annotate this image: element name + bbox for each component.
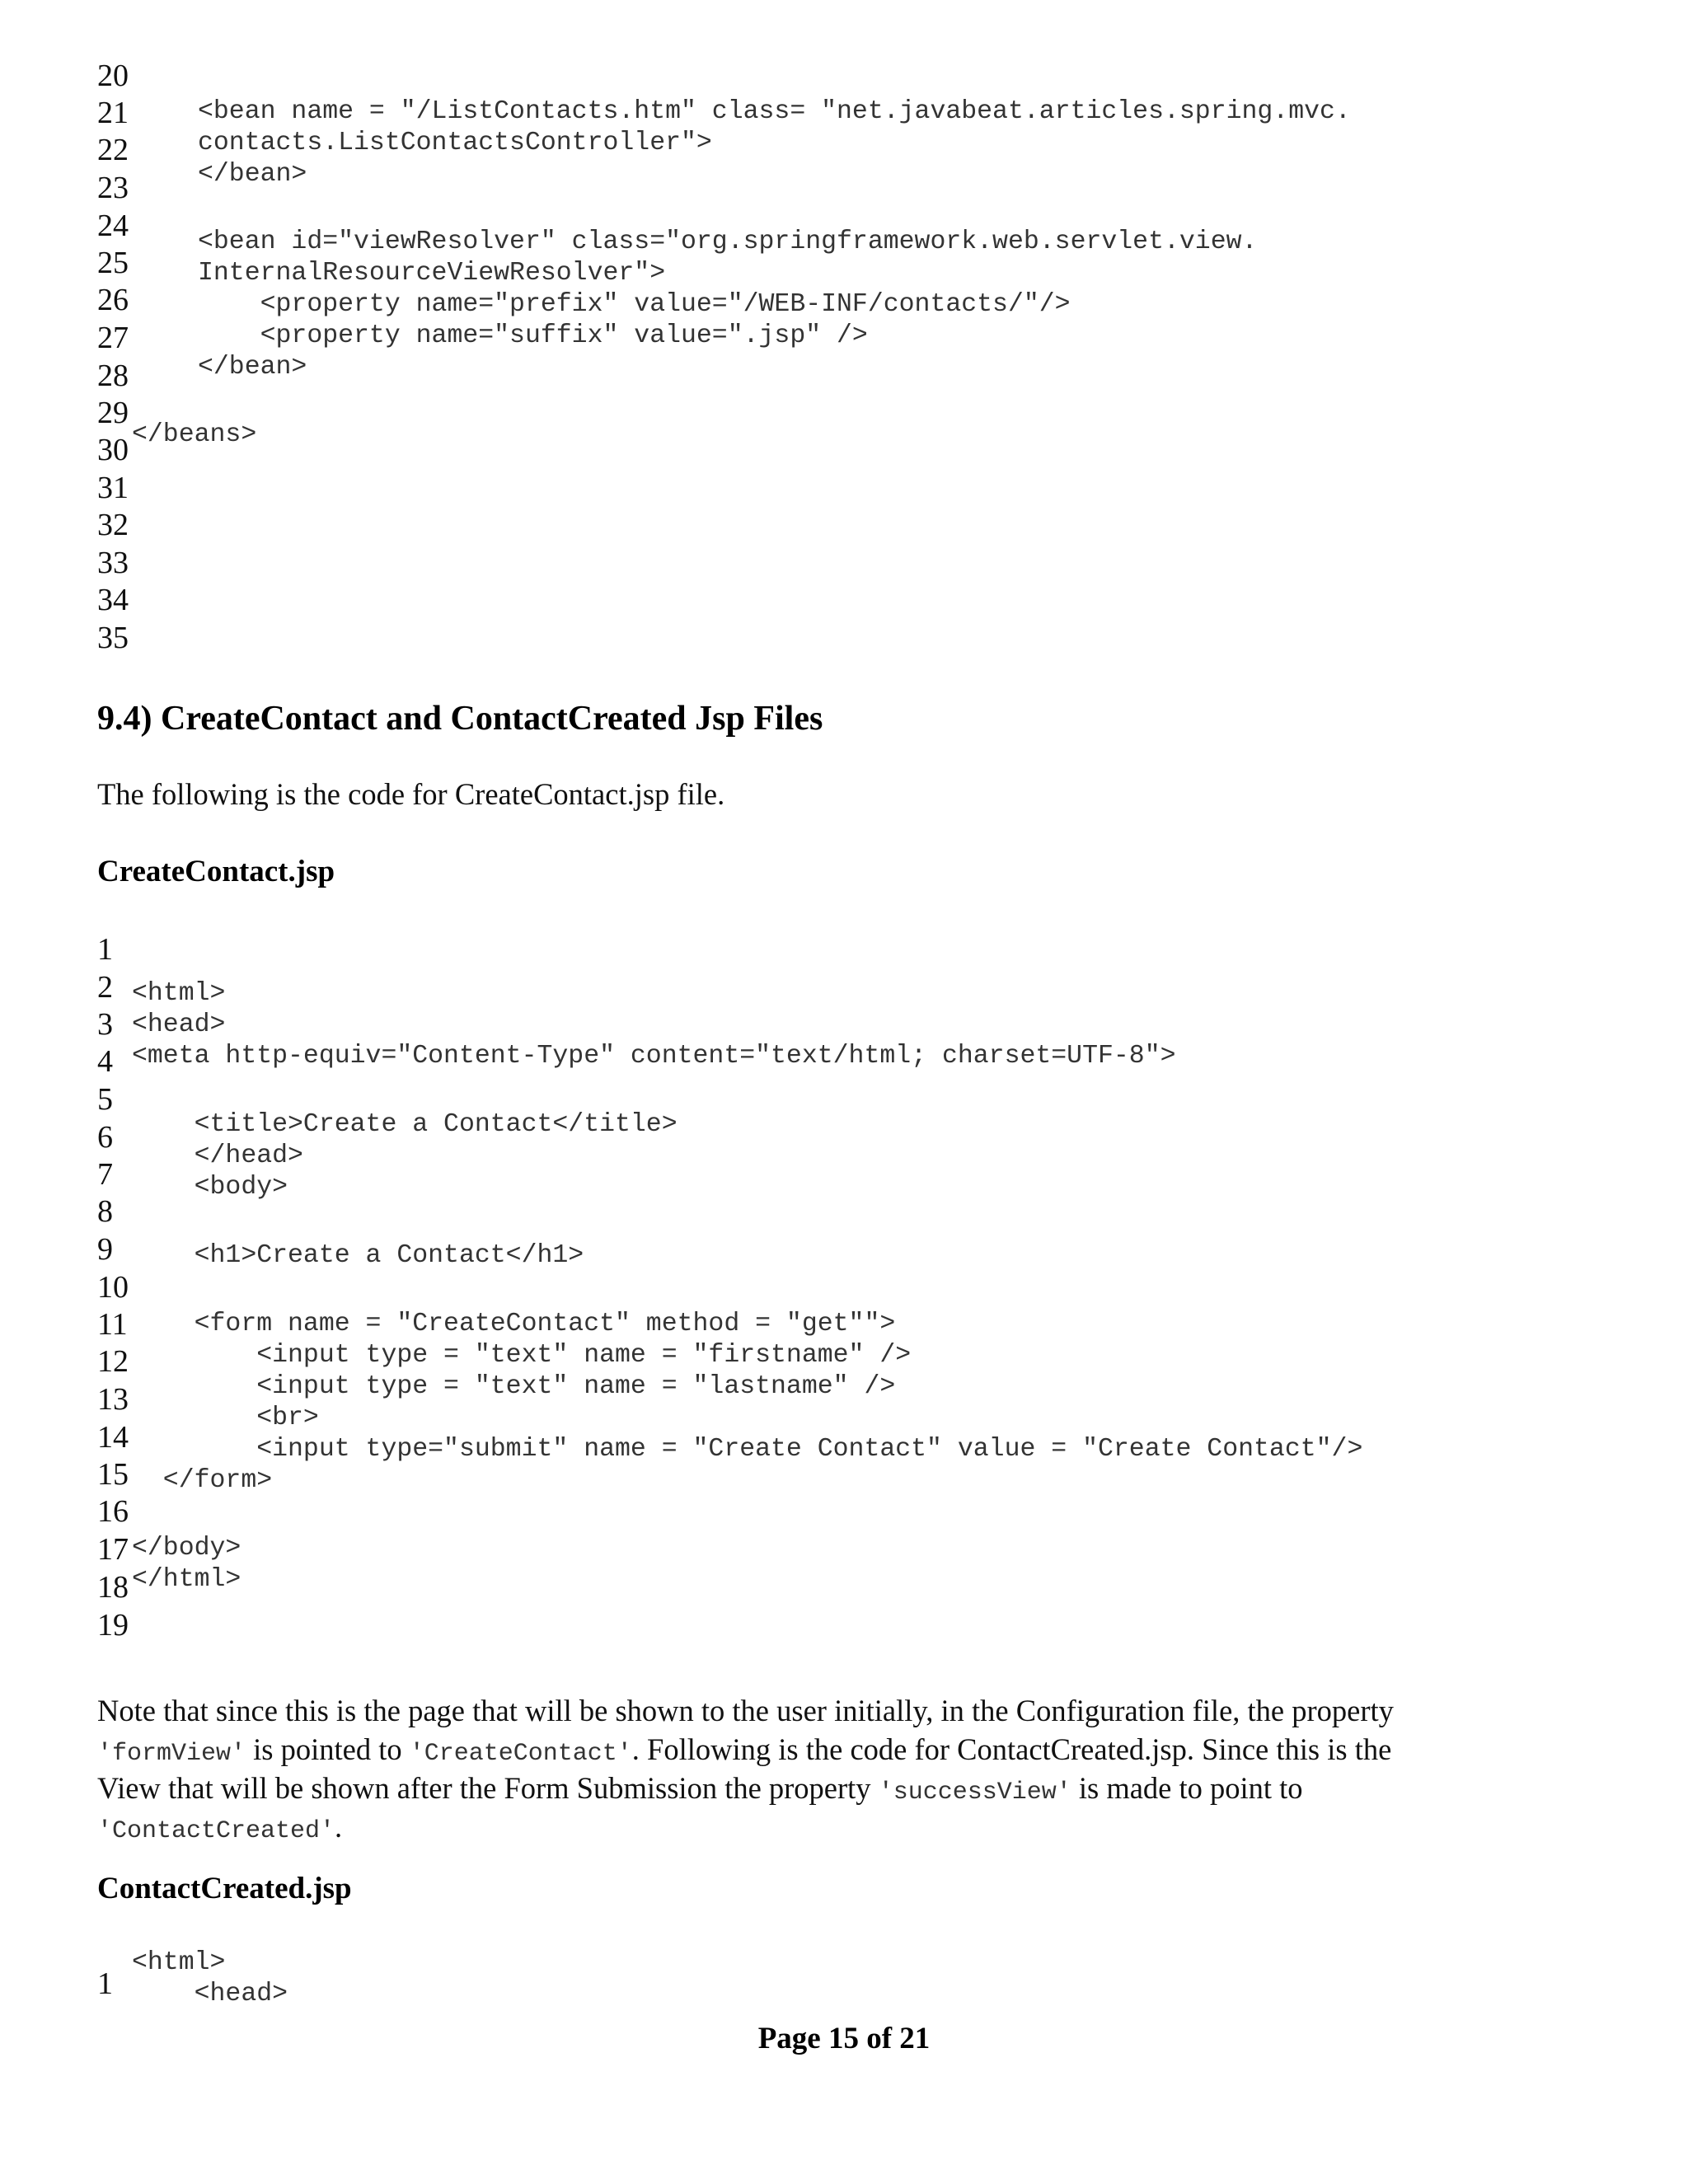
- line-number: 30: [97, 433, 129, 467]
- line-number: 14: [97, 1420, 129, 1455]
- line-number: 1: [97, 932, 113, 967]
- code-line: <meta http-equiv="Content-Type" content="text/html; charset=UTF-8">: [132, 1042, 1176, 1071]
- line-number: 32: [97, 508, 129, 542]
- code-line: <html>: [132, 979, 226, 1008]
- line-number: 13: [97, 1382, 129, 1417]
- code-line: <property name="prefix" value="/WEB-INF/contacts/"/>: [198, 290, 1071, 319]
- code-line: <br>: [132, 1404, 319, 1432]
- inline-code: 'successView': [878, 1779, 1071, 1807]
- line-number: 16: [97, 1494, 129, 1529]
- line-number: 33: [97, 546, 129, 580]
- code-line: </form>: [132, 1466, 273, 1495]
- inline-code: 'CreateContact': [409, 1740, 632, 1768]
- note-text: . Following is the code for ContactCreated.jsp. Since this is the: [631, 1732, 1392, 1766]
- page-footer: Page 15 of 21: [757, 2022, 931, 2055]
- line-number: 22: [97, 133, 129, 167]
- line-number: 29: [97, 396, 129, 430]
- line-number: 10: [97, 1270, 129, 1305]
- code-line: <head>: [132, 1980, 288, 2008]
- code-line: <form name = "CreateContact" method = "get"">: [132, 1310, 896, 1338]
- line-number: 8: [97, 1194, 113, 1229]
- line-number: 26: [97, 283, 129, 317]
- line-number: 11: [97, 1307, 128, 1342]
- inline-code: 'ContactCreated': [97, 1817, 335, 1845]
- line-number: 27: [97, 321, 129, 355]
- line-number: 6: [97, 1120, 113, 1155]
- note-text: View that will be shown after the Form Submission the property: [97, 1771, 879, 1805]
- line-number: 23: [97, 171, 129, 205]
- code-line: <head>: [132, 1010, 226, 1039]
- code-line: <bean name = "/ListContacts.htm" class= "net.javabeat.articles.spring.mvc.: [198, 97, 1351, 126]
- code-line: <h1>Create a Contact</h1>: [132, 1241, 584, 1270]
- line-number: 2: [97, 970, 113, 1005]
- code-line: </beans>: [132, 420, 257, 449]
- note-text: is pointed to: [246, 1732, 410, 1766]
- note-line: Note that since this is the page that will be shown to the user initially, in the Configuration file, the property: [97, 1694, 1394, 1727]
- code-line: <input type = "text" name = "lastname" />: [132, 1372, 896, 1401]
- line-number: 20: [97, 59, 129, 93]
- line-number: 24: [97, 209, 129, 243]
- line-number: 12: [97, 1344, 129, 1379]
- line-number: 4: [97, 1044, 113, 1079]
- code-line: <bean id="viewResolver" class="org.springframework.web.servlet.view.: [198, 227, 1258, 256]
- line-number: 5: [97, 1082, 113, 1117]
- file-title-contactcreated: ContactCreated.jsp: [97, 1872, 352, 1905]
- line-number: 35: [97, 621, 129, 655]
- code-line: </head>: [132, 1141, 303, 1170]
- code-line: <title>Create a Contact</title>: [132, 1110, 678, 1139]
- note-line: [97, 1769, 1303, 1812]
- code-line: <property name="suffix" value=".jsp" />: [198, 321, 868, 350]
- line-number: 34: [97, 583, 129, 617]
- note-text: is made to point to: [1071, 1771, 1303, 1805]
- code-line: <input type="submit" name = "Create Contact" value = "Create Contact"/>: [132, 1435, 1363, 1464]
- code-line: InternalResourceViewResolver">: [198, 259, 666, 288]
- code-line: </body>: [132, 1534, 241, 1563]
- code-line: </bean>: [198, 160, 307, 189]
- line-number: 31: [97, 471, 129, 505]
- code-line: <html>: [132, 1948, 226, 1977]
- note-line: [97, 1730, 1391, 1774]
- inline-code: 'formView': [97, 1740, 246, 1768]
- line-number: 17: [97, 1532, 129, 1567]
- code-line: </html>: [132, 1565, 241, 1594]
- file-title-createcontact: CreateContact.jsp: [97, 855, 335, 888]
- line-number: 1: [97, 1966, 113, 2001]
- line-number: 7: [97, 1157, 113, 1192]
- line-number: 21: [97, 96, 129, 130]
- code-line: <input type = "text" name = "firstname" />: [132, 1341, 912, 1370]
- line-number: 19: [97, 1608, 129, 1643]
- section-heading: 9.4) CreateContact and ContactCreated Jsp Files: [97, 700, 823, 738]
- code-line: <body>: [132, 1173, 288, 1202]
- line-number: 18: [97, 1570, 129, 1605]
- line-number: 9: [97, 1232, 113, 1267]
- code-line: </bean>: [198, 353, 307, 382]
- line-number: 3: [97, 1007, 113, 1042]
- code-line: contacts.ListContactsController">: [198, 129, 712, 157]
- note-text: .: [335, 1810, 343, 1844]
- line-number: 25: [97, 246, 129, 280]
- note-line: [97, 1807, 342, 1851]
- intro-paragraph: The following is the code for CreateContact.jsp file.: [97, 777, 725, 811]
- line-number: 15: [97, 1457, 129, 1492]
- line-number: 28: [97, 359, 129, 393]
